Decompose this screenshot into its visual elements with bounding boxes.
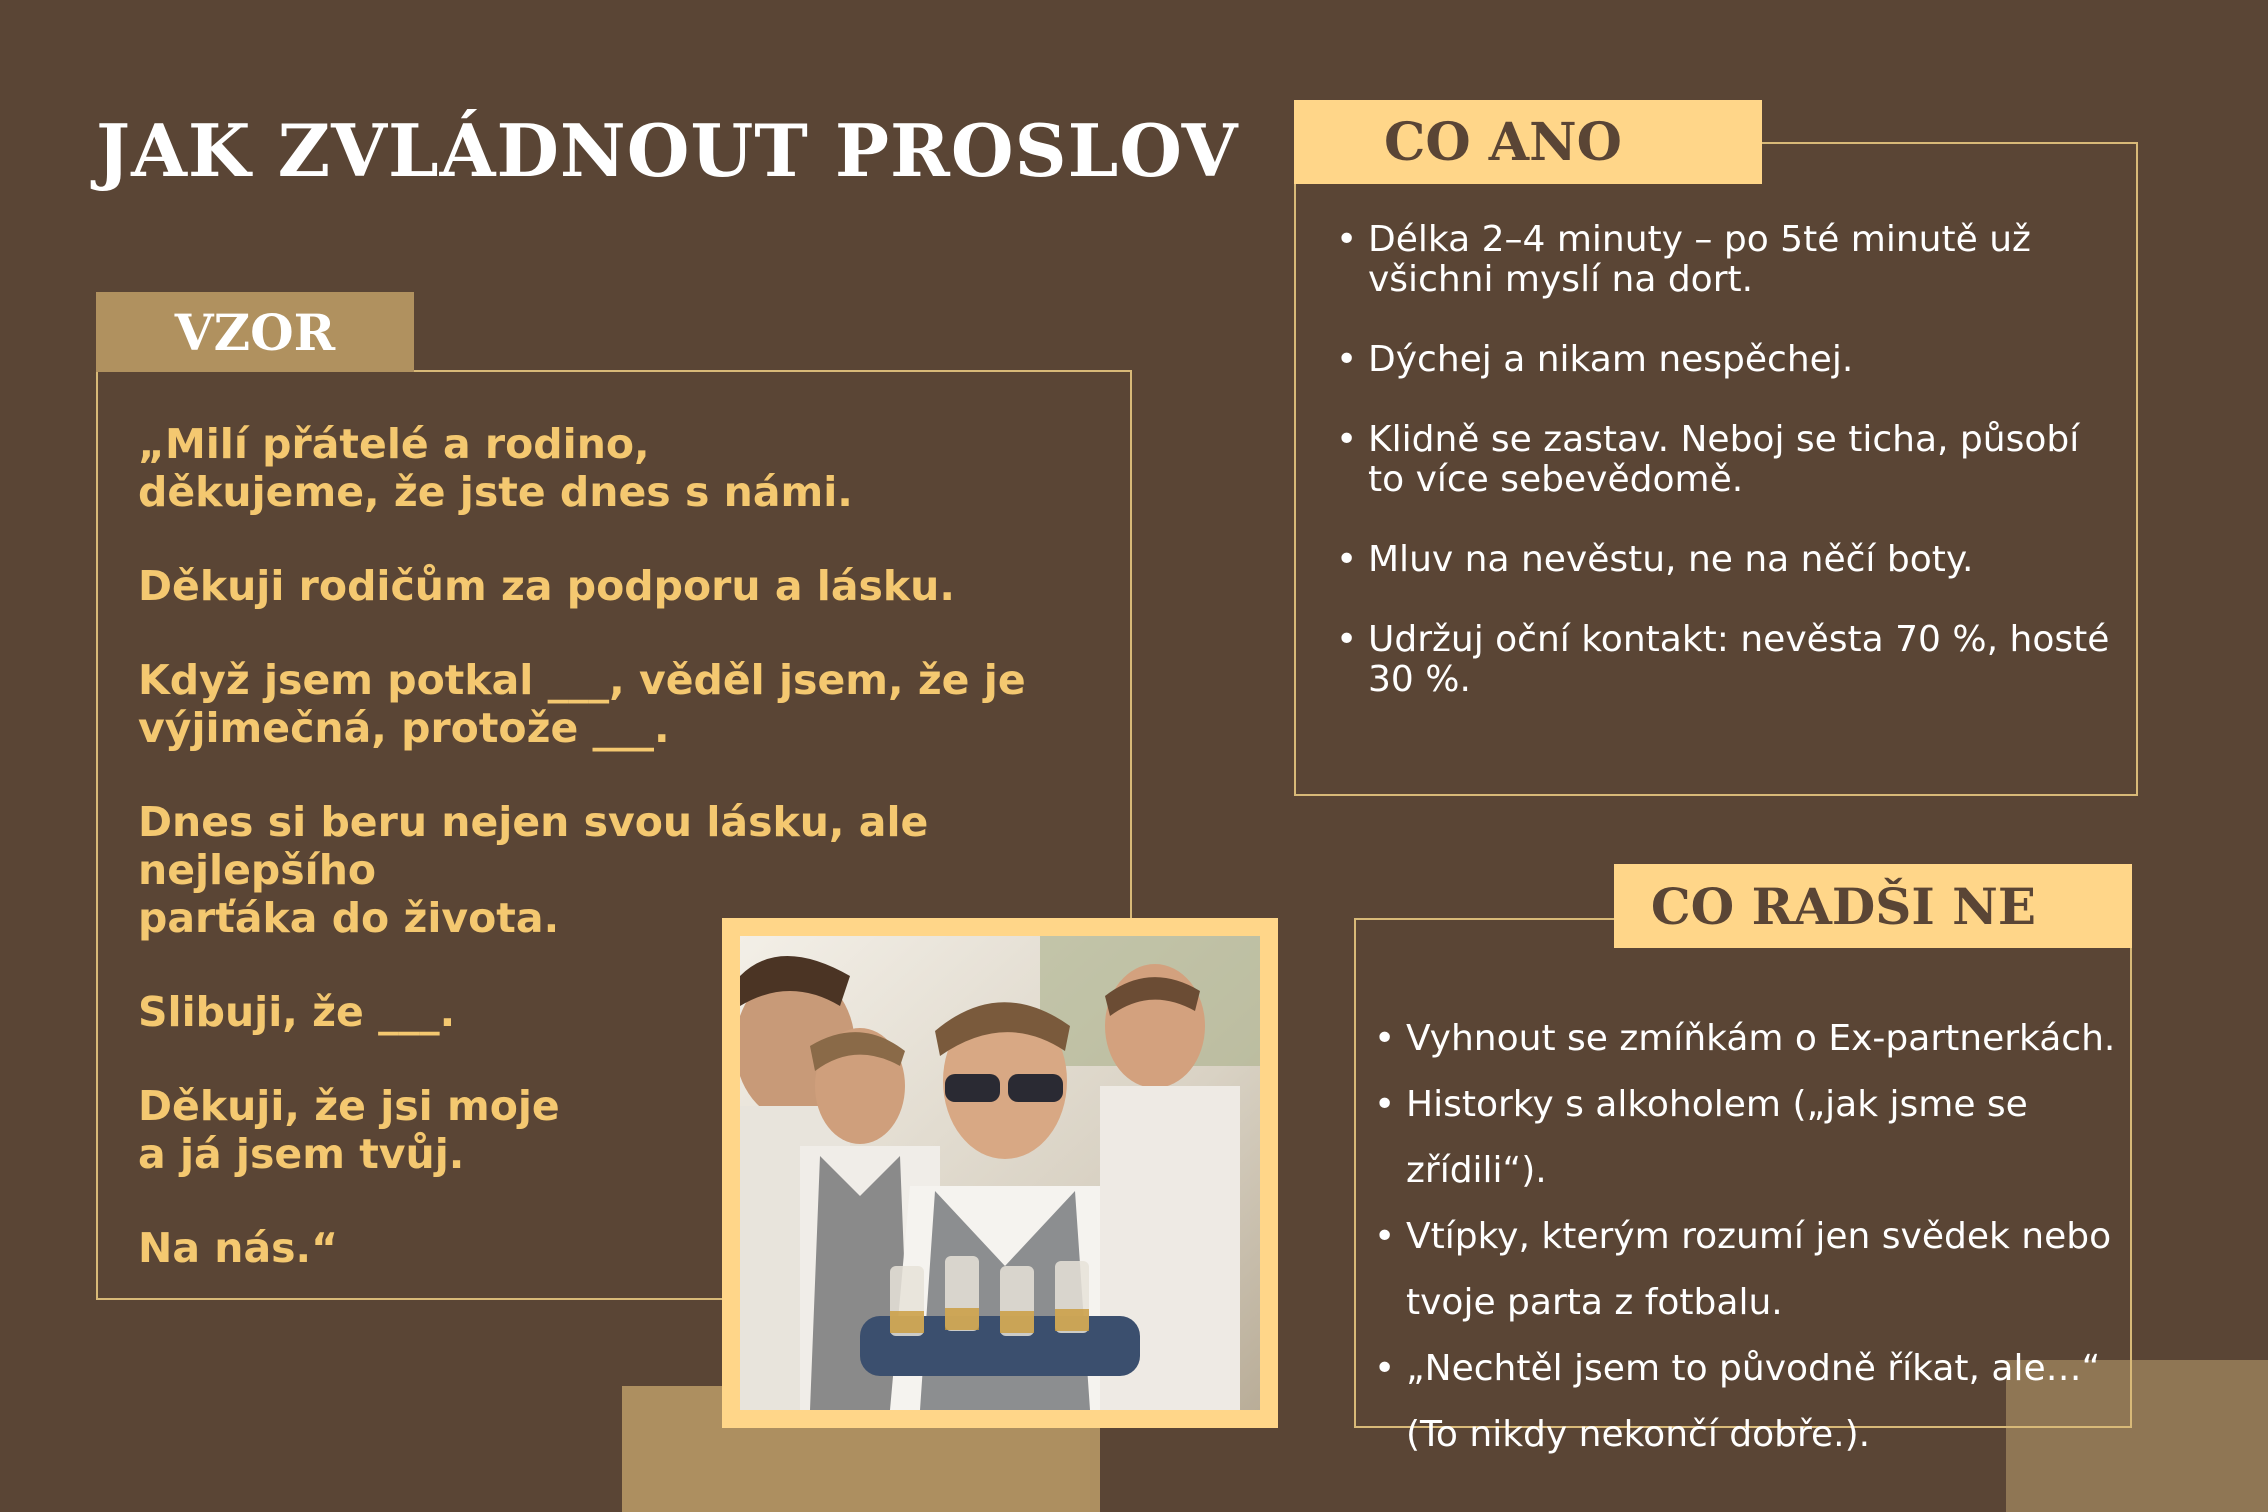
- speech-line: Děkuji, že jsi moje a já jsem tvůj.: [138, 1082, 560, 1178]
- list-item: • Délka 2–4 minuty – po 5té minutě už všichni myslí na dort.: [1336, 220, 2126, 300]
- list-item: • Mluv na nevěstu, ne na něčí boty.: [1336, 540, 2126, 580]
- co-radsi-ne-list: [1374, 1006, 2134, 1468]
- groomsmen-photo: [740, 936, 1260, 1410]
- list-item: • Udržuj oční kontakt: nevěsta 70 %, hosté 30 %.: [1336, 620, 2126, 700]
- speech-line: Děkuji rodičům za podporu a lásku.: [138, 562, 955, 610]
- list-item: • Klidně se zastav. Neboj se ticha, působí to více sebevědomě.: [1336, 420, 2126, 500]
- speech-line: Dnes si beru nejen svou lásku, ale nejlepšího parťáka do života.: [138, 798, 929, 942]
- speech-line: Na nás.“: [138, 1224, 339, 1272]
- list-item: • Vtípky, kterým rozumí jen svědek nebo tvoje parta z fotbalu.: [1374, 1204, 2134, 1336]
- speech-line: Když jsem potkal ___, věděl jsem, že je výjimečná, protože ___.: [138, 656, 1026, 752]
- vzor-tab: VZOR: [96, 292, 414, 372]
- list-item: • Vyhnout se zmíňkám o Ex-partnerkách.: [1374, 1006, 2134, 1072]
- co-ano-list: [1336, 220, 2126, 740]
- speech-line: Slibuji, že ___.: [138, 988, 456, 1036]
- co-ano-tab: CO ANO: [1294, 100, 1762, 184]
- list-item: • Dýchej a nikam nespěchej.: [1336, 340, 2126, 380]
- page-title: JAK ZVLÁDNOUT PROSLOV: [96, 108, 1239, 193]
- speech-line: „Milí přátelé a rodino, děkujeme, že jste dnes s námi.: [138, 420, 853, 516]
- list-item: • Historky s alkoholem („jak jsme se zřídili“).: [1374, 1072, 2134, 1204]
- co-radsi-ne-tab: CO RADŠI NE: [1614, 864, 2132, 948]
- list-item: • „Nechtěl jsem to původně říkat, ale…“ (To nikdy nekončí dobře.).: [1374, 1336, 2134, 1468]
